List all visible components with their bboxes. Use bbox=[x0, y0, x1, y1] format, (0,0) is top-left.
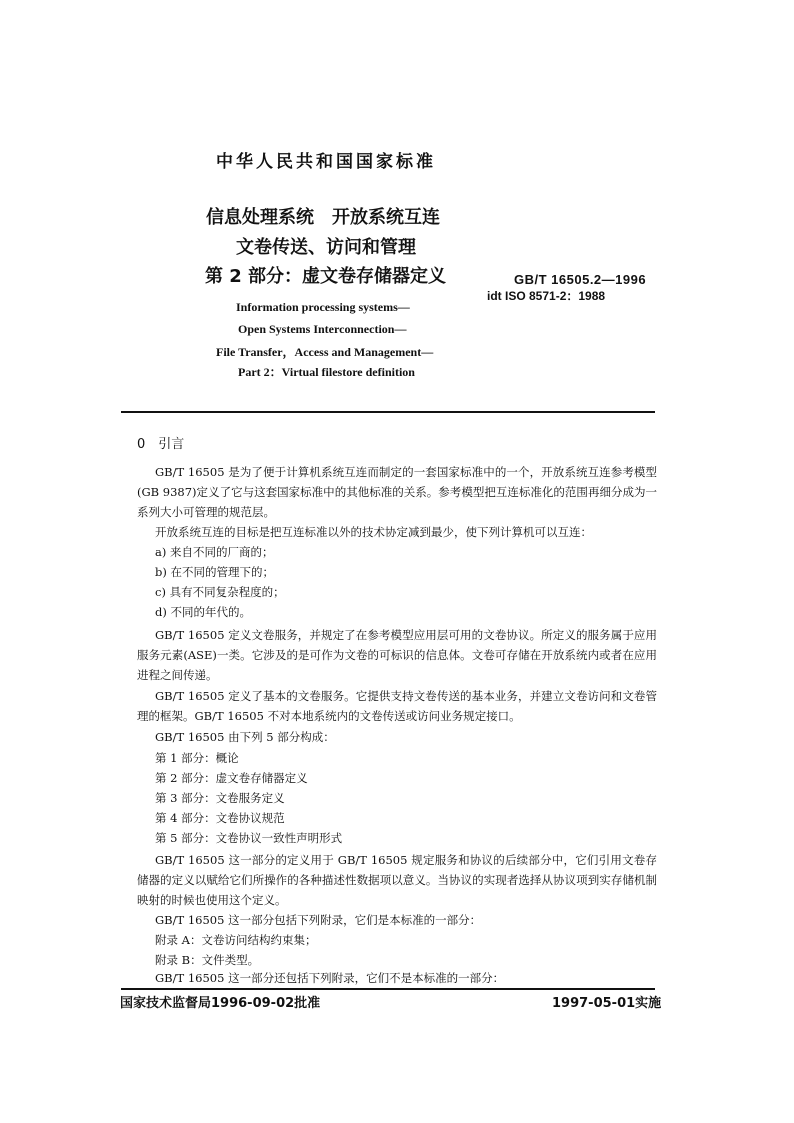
paragraph: GB/T 16505 这一部分的定义用于 GB/T 16505 规定服务和协议的后续部分中，它们引用文卷存储器的定义以赋给它们所操作的各种描述性数据项以意义。当协议的实现者选择从协议项到实存储机制映射的时候也使用这个定义。 bbox=[137, 853, 657, 907]
title-cn-line-2: 文卷传送、访问和管理 bbox=[236, 237, 416, 258]
list-item: 第 4 部分：文卷协议规范 bbox=[155, 811, 285, 825]
title-cn-line-3: 第 2 部分：虚文卷存储器定义 bbox=[205, 266, 447, 287]
footer-divider bbox=[121, 988, 655, 990]
list-item: b) 在不同的管理下的； bbox=[155, 565, 275, 579]
list-item: 第 3 部分：文卷服务定义 bbox=[155, 791, 285, 805]
standard-code: GB/T 16505.2—1996 bbox=[514, 272, 647, 287]
list-item: 附录 A：文卷访问结构约束集； bbox=[155, 933, 317, 947]
list-item: d) 不同的年代的。 bbox=[155, 605, 252, 619]
list-item: 附录 B：文件类型。 bbox=[155, 953, 260, 967]
approval-date: 国家技术监督局1996-09-02批准 bbox=[120, 996, 321, 1011]
paragraph: 开放系统互连的目标是把互连标准以外的技术协定减到最少，使下列计算机可以互连： bbox=[155, 525, 592, 539]
list-item: a) 来自不同的厂商的； bbox=[155, 545, 274, 559]
list-item: 第 1 部分：概论 bbox=[155, 751, 239, 765]
paragraph: GB/T 16505 定义文卷服务，并规定了在参考模型应用层可用的文卷协议。所定义的服务属于应用服务元素(ASE)一类。它涉及的是可作为文卷的可标识的信息体。文卷可存储在开放系统内或者在应用进程之间传递。 bbox=[137, 628, 657, 682]
effective-date: 1997-05-01实施 bbox=[552, 996, 662, 1011]
paragraph: GB/T 16505 定义了基本的文卷服务。它提供支持文卷传送的基本业务，并建立文卷访问和文卷管理的框架。GB/T 16505 不对本地系统内的文卷传送或访问业务规定接口。 bbox=[137, 689, 657, 723]
title-en-line-3: File Transfer，Access and Management— bbox=[216, 345, 434, 359]
list-item: 第 5 部分：文卷协议一致性声明形式 bbox=[155, 831, 343, 845]
list-item: c) 具有不同复杂程度的； bbox=[155, 585, 285, 599]
paragraph: GB/T 16505 这一部分包括下列附录，它们是本标准的一部分： bbox=[155, 913, 482, 927]
title-en-line-1: Information processing systems— bbox=[236, 300, 410, 314]
section-heading: 0 引言 bbox=[137, 437, 185, 452]
title-en-line-4: Part 2：Virtual filestore definition bbox=[238, 365, 415, 379]
national-standard-heading: 中华人民共和国国家标准 bbox=[216, 152, 436, 172]
paragraph: GB/T 16505 由下列 5 部分构成： bbox=[155, 730, 335, 744]
title-en-line-2: Open Systems Interconnection— bbox=[238, 322, 407, 336]
paragraph: GB/T 16505 是为了便于计算机系统互连而制定的一套国家标准中的一个，开放系统互连参考模型(GB 9387)定义了它与这套国家标准中的其他标准的关系。参考模型把互连标准化的范围再细分成为一系列大小可管理的规范层。 bbox=[137, 465, 657, 519]
title-cn-line-1: 信息处理系统 开放系统互连 bbox=[206, 207, 440, 228]
standard-idt: idt ISO 8571-2：1988 bbox=[487, 289, 606, 303]
paragraph: GB/T 16505 这一部分还包括下列附录，它们不是本标准的一部分： bbox=[155, 971, 505, 985]
header-divider bbox=[121, 411, 655, 413]
list-item: 第 2 部分：虚文卷存储器定义 bbox=[155, 771, 308, 785]
